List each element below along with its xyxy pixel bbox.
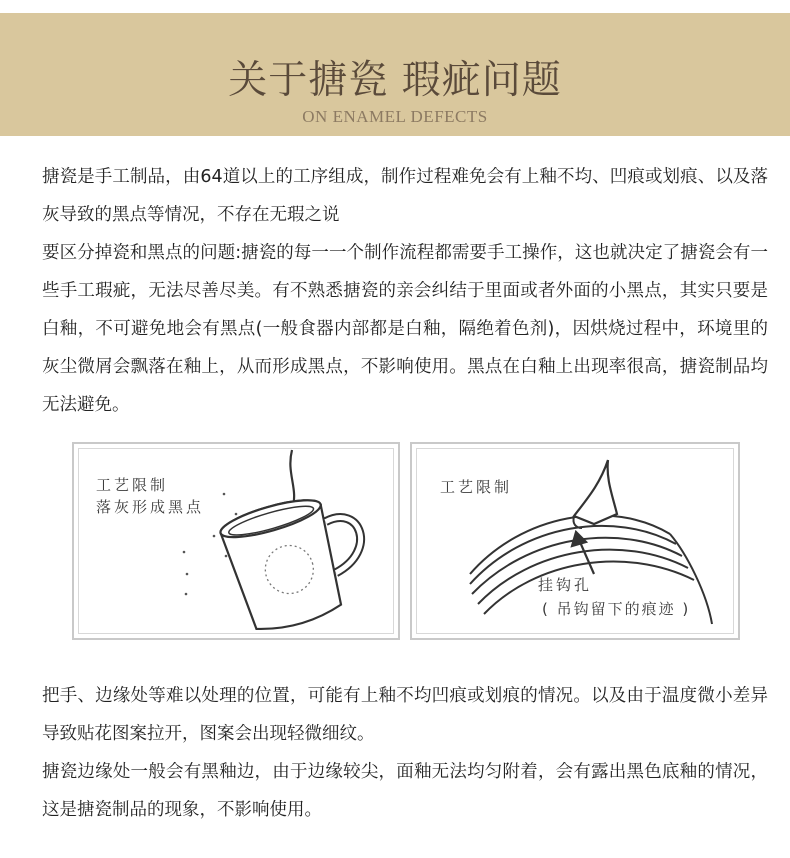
page-title: 关于搪瓷 瑕疵问题 [228,58,562,103]
header-banner [0,13,790,136]
right-caption-line1: 工艺限制 [440,478,513,496]
left-caption-line2: 落灰形成黑点 [96,498,205,516]
right-caption-line3: ( 吊钩留下的痕迹 ) [542,600,691,618]
outro-paragraph-2: 搪瓷边缘处一般会有黑釉边，由于边缘较尖，面釉无法均匀附着，会有露出黑色底釉的情况，这是搪瓷制品的现象，不影响使用。 [42,762,768,820]
page-subtitle: ON ENAMEL DEFECTS [302,107,488,126]
illustration-hook-hole [410,442,740,640]
intro-paragraph-1: 搪瓷是手工制品，由64道以上的工序组成，制作过程难免会有上釉不均、凹痕或划痕、以及落灰导致的黑点等情况，不存在无瑕之说 [42,167,768,225]
outro-paragraph-1: 把手、边缘处等难以处理的位置，可能有上釉不均凹痕或划痕的情况。以及由于温度微小差异导致贴花图案拉开，图案会出现轻微细纹。 [42,686,768,744]
right-caption-line2: 挂钩孔 [538,576,593,594]
illustration-dust-spots [72,442,400,640]
mug-icon [217,485,379,638]
left-caption-line1: 工艺限制 [96,476,169,494]
intro-paragraph-2: 要区分掉瓷和黑点的问题:搪瓷的每一一个制作流程都需要手工操作，这也就决定了搪瓷会有一些手工瑕疵，无法尽善尽美。有不熟悉搪瓷的亲会纠结于里面或者外面的小黑点，其实只要是白釉，不可避免地会有黑点(一般食器内部都是白釉，隔绝着色剂)，因烘烧过程中，环境里的灰尘微屑会飘落在釉上，从而形成黑点，不影响使用。黑点在白釉上出现率很高，搪瓷制品均无法避免。 [42,243,768,415]
